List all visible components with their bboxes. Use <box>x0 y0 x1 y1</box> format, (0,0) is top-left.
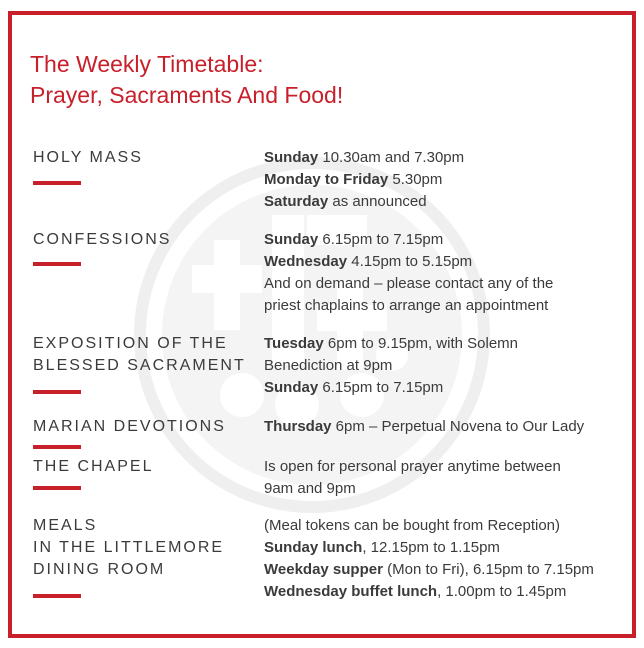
label-line: EXPOSITION OF THE <box>33 335 228 352</box>
page-title <box>30 49 343 111</box>
label-line: MARIAN DEVOTIONS <box>33 418 226 435</box>
section-details <box>264 416 629 438</box>
section-label <box>33 416 226 438</box>
section-divider <box>33 390 81 394</box>
schedule-row: And on demand – please contact any of the <box>264 275 554 292</box>
section-divider <box>33 262 81 266</box>
label-line: CONFESSIONS <box>33 231 172 248</box>
label-line: BLESSED SACRAMENT <box>33 357 246 374</box>
section-divider <box>33 486 81 490</box>
section-details <box>264 147 629 213</box>
label-line: THE CHAPEL <box>33 458 154 475</box>
schedule-row: Saturday as announced <box>264 193 427 210</box>
section-label <box>33 333 246 377</box>
schedule-row: Sunday 6.15pm to 7.15pm <box>264 379 444 396</box>
schedule-row: Wednesday 4.15pm to 5.15pm <box>264 253 473 270</box>
schedule-row: 9am and 9pm <box>264 480 356 497</box>
schedule-row: Sunday lunch, 12.15pm to 1.15pm <box>264 539 500 556</box>
schedule-row: Thursday 6pm – Perpetual Novena to Our Lady <box>264 418 585 435</box>
section-label <box>33 456 153 478</box>
section-details <box>264 333 629 399</box>
label-line: IN THE LITTLEMORE <box>33 539 225 556</box>
schedule-row: Sunday 10.30am and 7.30pm <box>264 149 465 166</box>
section-label <box>33 515 224 581</box>
schedule-row: Tuesday 6pm to 9.15pm, with Solemn <box>264 335 519 352</box>
section-details <box>264 515 629 603</box>
schedule-row: Monday to Friday 5.30pm <box>264 171 443 188</box>
title-line-2: Prayer, Sacraments And Food! <box>30 82 344 108</box>
label-line: DINING ROOM <box>33 561 166 578</box>
schedule-row: (Meal tokens can be bought from Reception) <box>264 517 560 534</box>
title-line-1: The Weekly Timetable: <box>30 51 264 77</box>
schedule-row: Benediction at 9pm <box>264 357 393 374</box>
section-details <box>264 229 629 317</box>
schedule-row: Is open for personal prayer anytime between <box>264 458 561 475</box>
schedule-row: Wednesday buffet lunch, 1.00pm to 1.45pm <box>264 583 567 600</box>
section-divider <box>33 594 81 598</box>
schedule-row: priest chaplains to arrange an appointment <box>264 297 549 314</box>
schedule-row: Weekday supper (Mon to Fri), 6.15pm to 7.15pm <box>264 561 594 578</box>
timetable-card <box>8 11 636 638</box>
label-line: MEALS <box>33 517 98 534</box>
section-divider <box>33 181 81 185</box>
label-line: HOLY MASS <box>33 149 143 166</box>
section-details <box>264 456 629 500</box>
section-label <box>33 229 171 251</box>
schedule-row: Sunday 6.15pm to 7.15pm <box>264 231 444 248</box>
section-label <box>33 147 143 169</box>
section-divider <box>33 445 81 449</box>
